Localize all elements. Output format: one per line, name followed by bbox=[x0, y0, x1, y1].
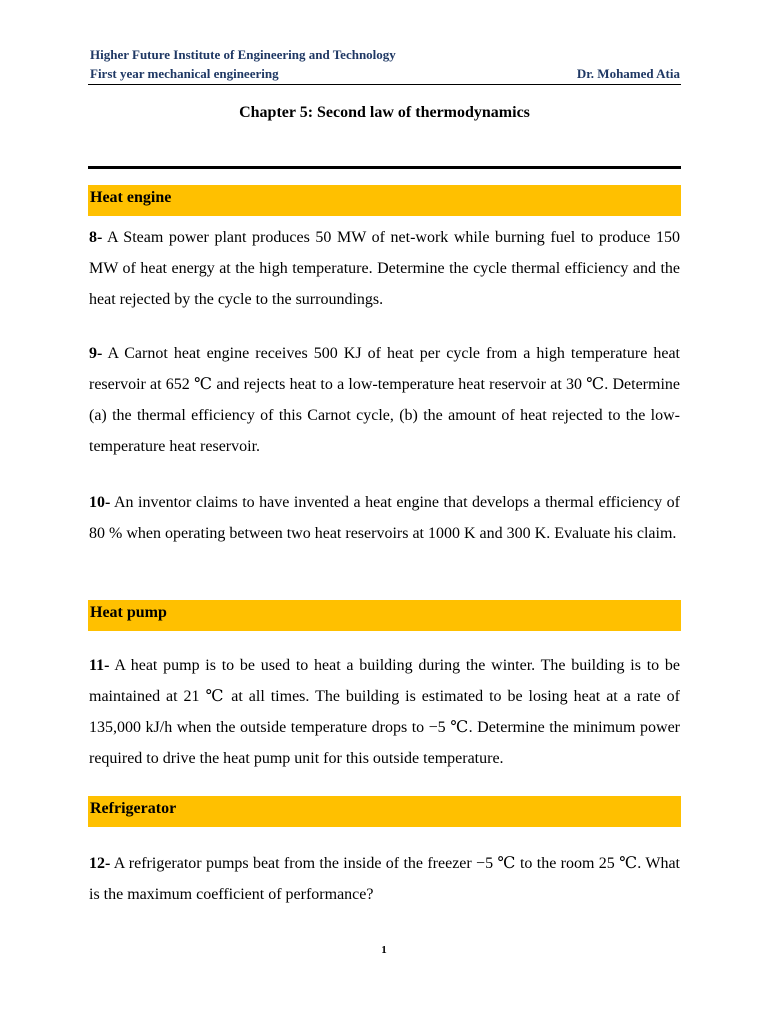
problem-10 bbox=[89, 487, 680, 549]
problem-text: A refrigerator pumps beat from the inside of the freezer −5 ℃ to the room 25 ℃. What is the maximum coefficient of performance? bbox=[89, 855, 680, 903]
problem-text: A Steam power plant produces 50 MW of net-work while burning fuel to produce 150 MW of heat energy at the high temperature. Determine the cycle thermal efficiency and the heat rejected by the cycle to the surroundings. bbox=[89, 229, 680, 308]
problem-number: 11- bbox=[89, 657, 110, 674]
chapter-title: Chapter 5: Second law of thermodynamics bbox=[239, 104, 530, 121]
problem-8 bbox=[89, 222, 680, 315]
header-author: Dr. Mohamed Atia bbox=[576, 66, 680, 81]
section-heading-heat-pump: Heat pump bbox=[88, 600, 681, 631]
problem-number: 9- bbox=[89, 345, 103, 362]
header-row bbox=[90, 66, 680, 82]
problem-number: 10- bbox=[89, 494, 111, 511]
problem-12 bbox=[89, 848, 680, 910]
header-course: First year mechanical engineering bbox=[90, 66, 279, 81]
problem-9 bbox=[89, 338, 680, 462]
header-institute: Higher Future Institute of Engineering and Technology bbox=[90, 47, 396, 62]
section-divider bbox=[88, 166, 681, 169]
section-heading-heat-engine: Heat engine bbox=[88, 185, 681, 216]
page-number: 1 bbox=[381, 944, 387, 956]
section-heading-refrigerator: Refrigerator bbox=[88, 796, 681, 827]
problem-11 bbox=[89, 650, 680, 774]
problem-number: 12- bbox=[89, 855, 111, 872]
problem-number: 8- bbox=[89, 229, 103, 246]
problem-text: A Carnot heat engine receives 500 KJ of heat per cycle from a high temperature heat reservoir at 652 ℃ and rejects heat to a low-temperature heat reservoir at 30 ℃. Determine (a) the thermal efficiency of this Carnot cycle, (b) the amount of heat rejected to the low-temperature heat reservoir. bbox=[89, 345, 680, 455]
problem-text: A heat pump is to be used to heat a building during the winter. The building is to be maintained at 21 ℃ at all times. The building is estimated to be losing heat at a rate of 135,000 kJ/h when the outside temperature drops to −5 ℃. Determine the minimum power required to drive the heat pump unit for this outside temperature. bbox=[89, 657, 680, 767]
header-divider bbox=[88, 84, 681, 85]
problem-text: An inventor claims to have invented a heat engine that develops a thermal efficiency of 80 % when operating between two heat reservoirs at 1000 K and 300 K. Evaluate his claim. bbox=[89, 494, 680, 542]
